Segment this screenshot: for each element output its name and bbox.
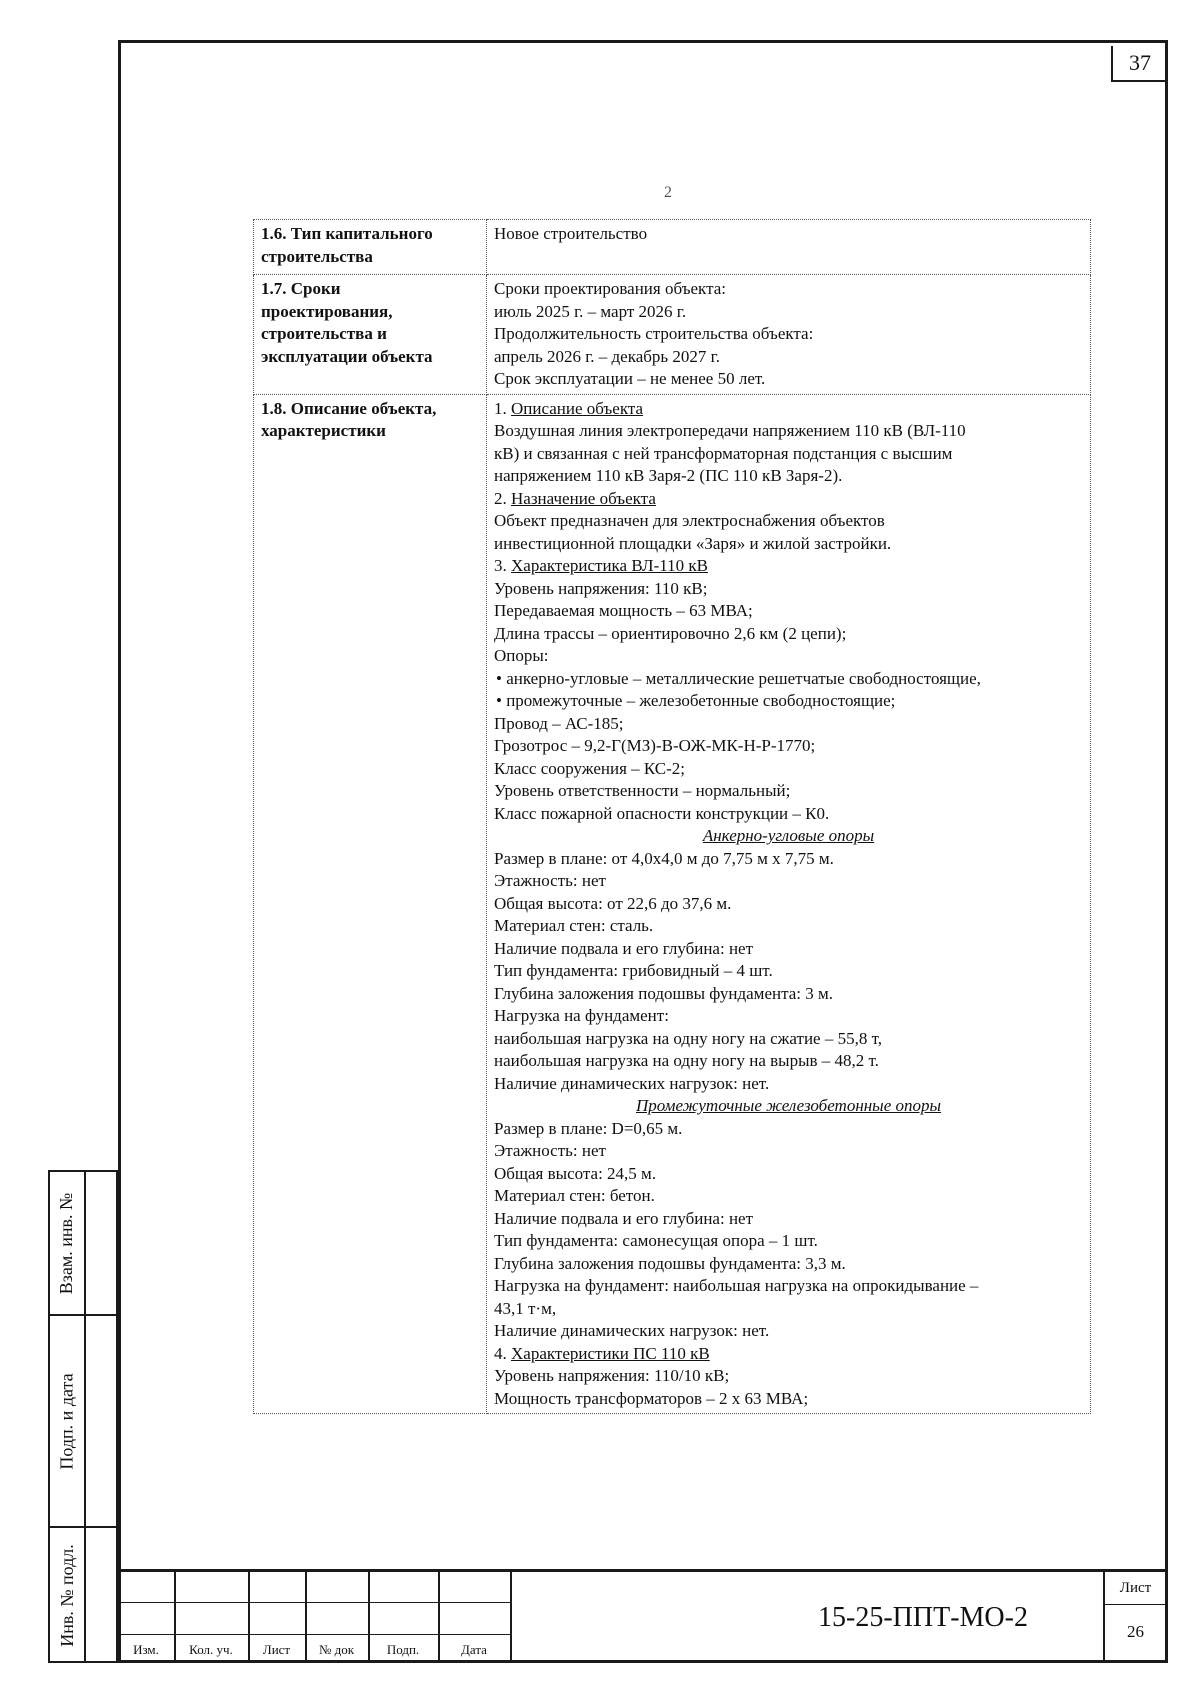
value-line: инвестиционной площадки «Заря» и жилой застройки. [494, 533, 892, 553]
value-line: Провод – АС-185; [494, 713, 624, 733]
value-line: Сроки проектирования объекта: [494, 279, 726, 298]
value-line: Нагрузка на фундамент: наибольшая нагрузка на опрокидывание – [494, 1276, 979, 1295]
value-line: Опоры: [494, 646, 549, 665]
section-number: 4. [494, 1343, 507, 1363]
title-block [118, 1569, 1168, 1663]
sheet-value: 26 [1127, 1622, 1144, 1641]
row-value [487, 394, 1091, 1414]
value-line: Уровень напряжения: 110 кВ; [494, 578, 708, 598]
value-line: Мощность трансформаторов – 2 х 63 МВА; [494, 1388, 809, 1408]
row-value [487, 275, 1091, 395]
value-line: Наличие подвала и его глубина: нет [494, 938, 754, 958]
value-line: Новое строительство [494, 224, 648, 243]
section-number: 2. [494, 488, 507, 508]
section-heading [494, 1343, 1083, 1366]
value-line: Размер в плане: D=0,65 м. [494, 1118, 683, 1138]
col-label-date: Дата [461, 1642, 487, 1657]
table-row [254, 275, 1091, 395]
col-label-izm: Изм. [133, 1642, 159, 1657]
value-line: Этажность: нет [494, 871, 606, 890]
label-line: 1.8. Описание объекта, [261, 398, 437, 418]
value-line: Срок эксплуатации – не менее 50 лет. [494, 369, 766, 388]
label-line: 1.7. Сроки [261, 279, 341, 298]
value-line: Наличие динамических нагрузок: нет. [494, 1321, 770, 1340]
value-line: Наличие динамических нагрузок: нет. [494, 1073, 770, 1093]
bullet-item [494, 690, 1083, 713]
label-line: строительства и [261, 324, 387, 343]
bullet-icon: • [496, 691, 507, 710]
bullet-item [494, 668, 1083, 691]
section-heading [494, 555, 1083, 578]
value-line: Объект предназначен для электроснабжения объектов [494, 511, 885, 530]
value-line: Уровень напряжения: 110/10 кВ; [494, 1366, 730, 1385]
title-block-divider [118, 1602, 510, 1603]
value-line: наибольшая нагрузка на одну ногу на вырыв – 48,2 т. [494, 1051, 879, 1070]
label-line: 1.6. Тип капитального [261, 224, 433, 243]
value-line: наибольшая нагрузка на одну ногу на сжатие – 55,8 т, [494, 1028, 882, 1048]
section-title: Характеристики ПС 110 кВ [511, 1343, 710, 1363]
document-code: 15-25-ППТ-МО-2 [818, 1602, 1028, 1633]
side-stamp-label: Подп. и дата [56, 1372, 77, 1470]
label-line: строительства [261, 246, 373, 266]
side-stamp-label: Взам. инв. № [56, 1192, 77, 1294]
value-line: Наличие подвала и его глубина: нет [494, 1208, 754, 1228]
value-line: напряжением 110 кВ Заря-2 (ПС 110 кВ Заря-2). [494, 466, 843, 485]
section-number: 1. [494, 398, 507, 418]
section-heading [494, 488, 1083, 511]
value-line: июль 2025 г. – март 2026 г. [494, 301, 687, 321]
section-title: Описание объекта [511, 398, 644, 418]
side-stamp-cell [50, 1172, 84, 1314]
title-block-divider [510, 1572, 512, 1663]
value-line: Продолжительность строительства объекта: [494, 324, 814, 343]
label-line: характеристики [261, 421, 386, 440]
value-line: Передаваемая мощность – 63 МВА; [494, 601, 753, 620]
characteristics-table [253, 219, 1091, 1414]
label-line: эксплуатации объекта [261, 346, 433, 366]
bullet-text: промежуточные – железобетонные свободностоящие; [506, 691, 896, 710]
section-title: Характеристика ВЛ-110 кВ [511, 556, 708, 575]
col-label-podp: Подп. [386, 1642, 420, 1657]
label-line: проектирования, [261, 301, 393, 321]
subsection-heading: Анкерно-угловые опоры [702, 826, 875, 845]
side-stamp [48, 1170, 118, 1663]
value-line: 43,1 т·м, [494, 1298, 557, 1318]
section-heading [494, 398, 1083, 421]
value-line: кВ) и связанная с ней трансформаторная подстанция с высшим [494, 443, 953, 463]
value-line: Уровень ответственности – нормальный; [494, 781, 791, 800]
table-row [254, 220, 1091, 275]
value-line: Тип фундамента: самонесущая опора – 1 шт. [494, 1231, 818, 1250]
value-line: Глубина заложения подошвы фундамента: 3 м. [494, 983, 833, 1003]
value-line: Нагрузка на фундамент: [494, 1006, 669, 1025]
value-line: Этажность: нет [494, 1141, 606, 1160]
value-line: Длина трассы – ориентировочно 2,6 км (2 цепи); [494, 623, 847, 643]
row-value [487, 220, 1091, 275]
value-line: Класс сооружения – КС-2; [494, 758, 686, 778]
side-stamp-divider [84, 1172, 86, 1661]
value-line: Размер в плане: от 4,0х4,0 м до 7,75 м х 7,75 м. [494, 848, 834, 868]
col-label-doc: № док [318, 1642, 355, 1657]
value-line: Общая высота: 24,5 м. [494, 1163, 657, 1183]
value-line: Материал стен: сталь. [494, 916, 654, 935]
section-title: Назначение объекта [511, 488, 656, 508]
side-stamp-cell [50, 1316, 84, 1526]
value-line: Материал стен: бетон. [494, 1186, 655, 1205]
bullet-icon: • [496, 668, 507, 688]
title-block-divider [118, 1634, 510, 1635]
value-line: Класс пожарной опасности конструкции – К0. [494, 803, 830, 823]
col-label-kol: Кол. уч. [189, 1642, 233, 1657]
row-label [254, 275, 487, 395]
value-line: Общая высота: от 22,6 до 37,6 м. [494, 893, 732, 913]
value-line: Воздушная линия электропередачи напряжением 110 кВ (ВЛ-110 [494, 421, 966, 440]
value-line: Глубина заложения подошвы фундамента: 3,3 м. [494, 1253, 846, 1273]
section-number: 3. [494, 556, 507, 575]
page-number: 2 [664, 184, 672, 201]
value-line: Тип фундамента: грибовидный – 4 шт. [494, 961, 773, 980]
row-label [254, 220, 487, 275]
side-stamp-cell [50, 1528, 84, 1663]
value-line: Грозотрос – 9,2-Г(МЗ)-В-ОЖ-МК-Н-Р-1770; [494, 736, 816, 755]
col-label-list: Лист [262, 1642, 291, 1657]
subsection-heading: Промежуточные железобетонные опоры [635, 1096, 942, 1115]
sheet-number-box: 37 [1111, 46, 1167, 82]
bullet-text: анкерно-угловые – металлические решетчатые свободностоящие, [506, 668, 981, 688]
table-row [254, 394, 1091, 1414]
row-label [254, 394, 487, 1414]
value-line: апрель 2026 г. – декабрь 2027 г. [494, 346, 720, 366]
sheet-label: Лист [1119, 1580, 1152, 1596]
side-stamp-label: Инв. № подл. [56, 1544, 77, 1647]
